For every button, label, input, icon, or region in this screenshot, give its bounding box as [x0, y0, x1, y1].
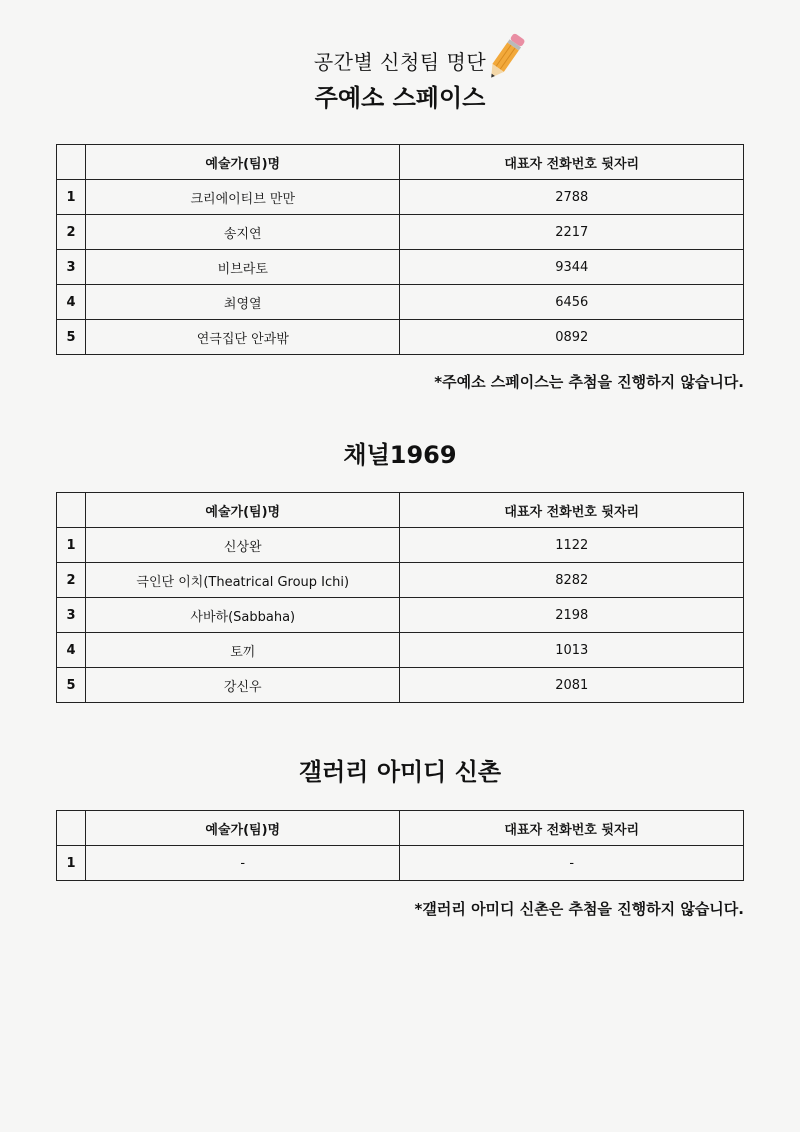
section-title-1: 주예소 스페이스 [314, 84, 486, 112]
row-name: 크리에이티브 만만 [86, 180, 400, 215]
row-phone: - [400, 846, 744, 881]
row-number: 3 [57, 250, 86, 285]
row-number: 5 [57, 320, 86, 355]
roster-table-3 [56, 810, 744, 881]
row-name: 극인단 이치(Theatrical Group Ichi) [86, 563, 400, 598]
table-header-row [57, 145, 744, 180]
row-name: 최영열 [86, 285, 400, 320]
row-name: 사바하(Sabbaha) [86, 598, 400, 633]
row-name: 비브라토 [86, 250, 400, 285]
row-name: 토끼 [86, 633, 400, 668]
section-title-3: 갤러리 아미디 신촌 [298, 758, 502, 786]
row-number: 5 [57, 668, 86, 703]
roster-table-2 [56, 492, 744, 703]
table-row [57, 563, 744, 598]
row-name: - [86, 846, 400, 881]
row-number: 2 [57, 215, 86, 250]
header-num-cell [57, 145, 86, 180]
row-phone: 8282 [400, 563, 744, 598]
row-phone: 2081 [400, 668, 744, 703]
section-note-3: *갤러리 아미디 신촌은 추첨을 진행하지 않습니다. [414, 900, 744, 918]
row-phone: 1013 [400, 633, 744, 668]
header-phone-cell: 대표자 전화번호 뒷자리 [400, 145, 744, 180]
header-num-cell [57, 811, 86, 846]
row-number: 4 [57, 285, 86, 320]
row-phone: 2198 [400, 598, 744, 633]
row-name: 연극집단 안과밖 [86, 320, 400, 355]
row-number: 1 [57, 528, 86, 563]
table-row [57, 180, 744, 215]
table-row [57, 215, 744, 250]
table-header-row [57, 811, 744, 846]
table-row [57, 633, 744, 668]
row-name: 강신우 [86, 668, 400, 703]
table-row [57, 668, 744, 703]
header-name-cell: 예술가(팀)명 [86, 145, 400, 180]
table-header-row [57, 493, 744, 528]
section-note-1: *주예소 스페이스는 추첨을 진행하지 않습니다. [434, 373, 744, 391]
roster-table-1 [56, 144, 744, 355]
header-phone-cell: 대표자 전화번호 뒷자리 [400, 811, 744, 846]
page-title: 공간별 신청팀 명단 [313, 50, 487, 74]
header-num-cell [57, 493, 86, 528]
row-number: 2 [57, 563, 86, 598]
section-title-2: 채널1969 [343, 441, 457, 469]
table-row [57, 846, 744, 881]
row-phone: 9344 [400, 250, 744, 285]
row-number: 1 [57, 846, 86, 881]
header-name-cell: 예술가(팀)명 [86, 493, 400, 528]
table-row [57, 598, 744, 633]
row-phone: 6456 [400, 285, 744, 320]
row-number: 4 [57, 633, 86, 668]
row-name: 신상완 [86, 528, 400, 563]
row-phone: 0892 [400, 320, 744, 355]
row-number: 3 [57, 598, 86, 633]
row-name: 송지연 [86, 215, 400, 250]
table-row [57, 250, 744, 285]
table-row [57, 285, 744, 320]
row-phone: 1122 [400, 528, 744, 563]
table-row [57, 320, 744, 355]
row-number: 1 [57, 180, 86, 215]
header-phone-cell: 대표자 전화번호 뒷자리 [400, 493, 744, 528]
header-name-cell: 예술가(팀)명 [86, 811, 400, 846]
row-phone: 2788 [400, 180, 744, 215]
table-row [57, 528, 744, 563]
row-phone: 2217 [400, 215, 744, 250]
